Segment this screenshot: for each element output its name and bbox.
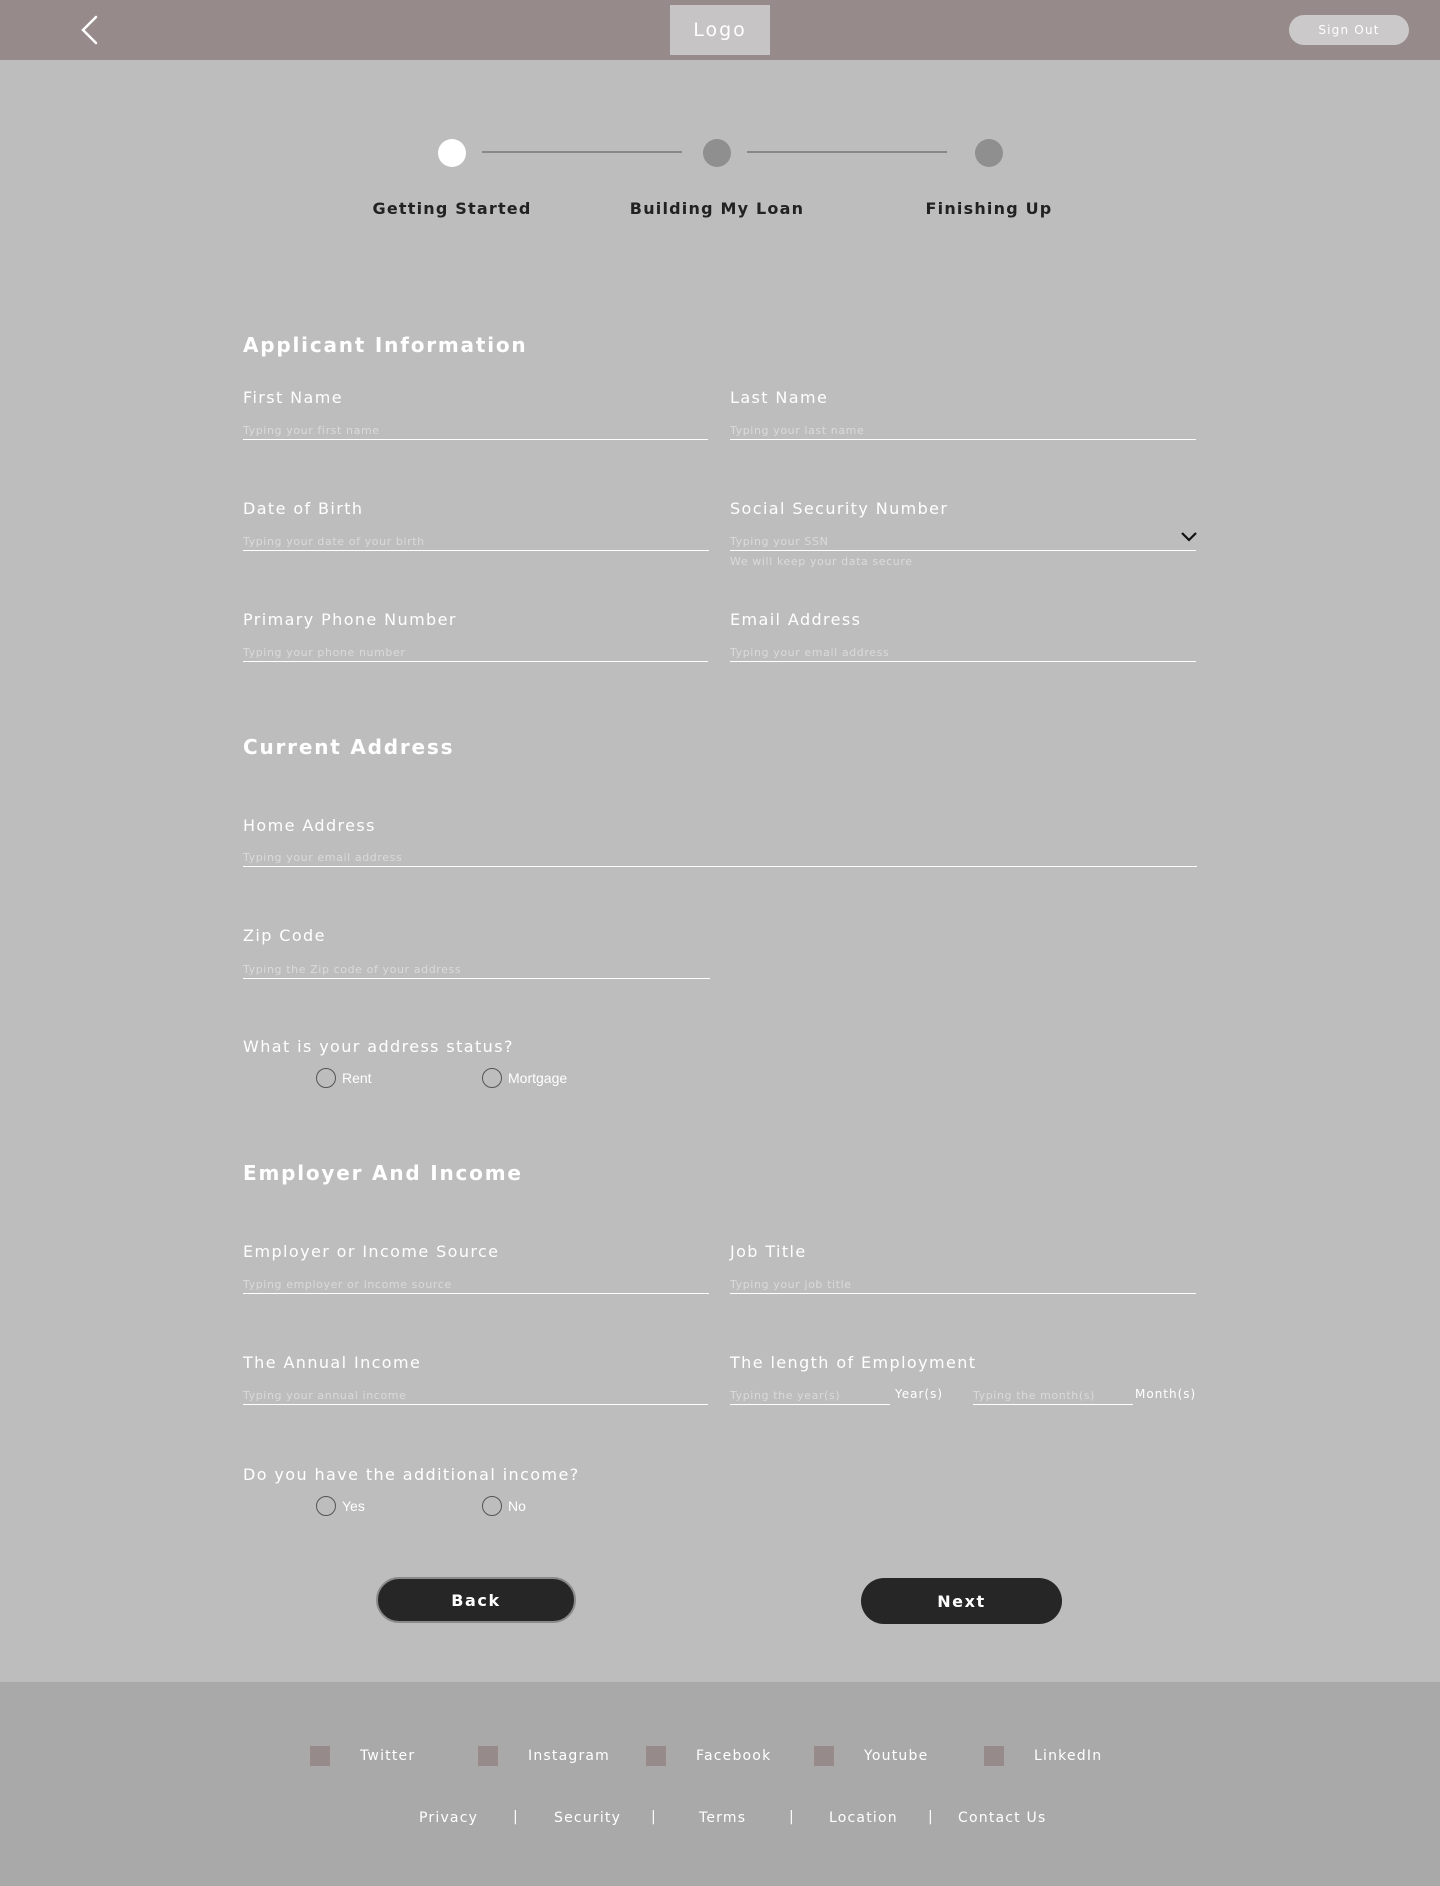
footer-link-contact[interactable]: Contact Us xyxy=(958,1810,1047,1826)
chevron-down-icon[interactable] xyxy=(1180,530,1198,544)
youtube-icon xyxy=(814,1746,834,1766)
step-connector-2 xyxy=(747,151,947,153)
radio-mortgage[interactable] xyxy=(482,1068,567,1088)
radio-yes[interactable] xyxy=(316,1496,365,1516)
social-instagram-label: Instagram xyxy=(528,1748,611,1764)
footer-link-terms[interactable]: Terms xyxy=(699,1810,747,1826)
social-youtube-label: Youtube xyxy=(864,1748,929,1764)
radio-yes-circle[interactable] xyxy=(316,1496,336,1516)
footer-link-privacy[interactable]: Privacy xyxy=(419,1810,479,1826)
dob-label: Date of Birth xyxy=(243,499,364,518)
logo: Logo xyxy=(670,5,770,55)
home-address-input[interactable] xyxy=(243,849,1197,867)
ssn-label: Social Security Number xyxy=(730,499,949,518)
annual-income-label: The Annual Income xyxy=(243,1353,422,1372)
phone-label: Primary Phone Number xyxy=(243,610,457,629)
zip-code-label: Zip Code xyxy=(243,926,326,945)
employment-months-input[interactable] xyxy=(973,1387,1133,1405)
radio-no[interactable] xyxy=(482,1496,526,1516)
job-title-label: Job Title xyxy=(730,1242,807,1261)
social-instagram[interactable] xyxy=(478,1746,610,1766)
back-button[interactable]: Back xyxy=(376,1577,576,1623)
phone-input[interactable] xyxy=(243,644,708,662)
sign-out-button[interactable]: Sign Out xyxy=(1289,15,1409,45)
social-twitter[interactable] xyxy=(310,1746,415,1766)
first-name-input[interactable] xyxy=(243,422,708,440)
step-2-indicator xyxy=(703,139,731,167)
last-name-label: Last Name xyxy=(730,388,829,407)
job-title-input[interactable] xyxy=(730,1276,1196,1294)
radio-no-circle[interactable] xyxy=(482,1496,502,1516)
step-3-label: Finishing Up xyxy=(925,199,1053,218)
additional-income-question: Do you have the additional income? xyxy=(243,1465,580,1484)
employer-input[interactable] xyxy=(243,1276,709,1294)
employment-length-label: The length of Employment xyxy=(730,1353,977,1372)
email-label: Email Address xyxy=(730,610,862,629)
employer-label: Employer or Income Source xyxy=(243,1242,500,1261)
step-connector-1 xyxy=(482,151,682,153)
radio-yes-label: Yes xyxy=(342,1498,365,1514)
zip-code-input[interactable] xyxy=(243,961,710,979)
address-status-question: What is your address status? xyxy=(243,1037,514,1056)
top-header xyxy=(0,0,1440,60)
footer-separator: | xyxy=(928,1809,933,1825)
social-facebook[interactable] xyxy=(646,1746,771,1766)
radio-no-label: No xyxy=(508,1498,526,1514)
social-linkedin[interactable] xyxy=(984,1746,1102,1766)
email-input[interactable] xyxy=(730,644,1196,662)
radio-rent-label: Rent xyxy=(342,1070,372,1086)
ssn-input[interactable] xyxy=(730,533,1196,551)
address-section-title: Current Address xyxy=(243,735,455,759)
dob-input[interactable] xyxy=(243,533,709,551)
years-unit-label: Year(s) xyxy=(895,1387,944,1401)
footer xyxy=(0,1682,1440,1886)
instagram-icon xyxy=(478,1746,498,1766)
linkedin-icon xyxy=(984,1746,1004,1766)
applicant-section-title: Applicant Information xyxy=(243,333,528,357)
footer-separator: | xyxy=(651,1809,656,1825)
first-name-label: First Name xyxy=(243,388,343,407)
back-arrow-icon[interactable] xyxy=(78,14,102,46)
next-button[interactable]: Next xyxy=(861,1578,1062,1624)
social-facebook-label: Facebook xyxy=(696,1748,772,1764)
twitter-icon xyxy=(310,1746,330,1766)
home-address-label: Home Address xyxy=(243,816,376,835)
social-twitter-label: Twitter xyxy=(360,1748,416,1764)
step-1-indicator xyxy=(438,139,466,167)
social-linkedin-label: LinkedIn xyxy=(1034,1748,1103,1764)
last-name-input[interactable] xyxy=(730,422,1196,440)
annual-income-input[interactable] xyxy=(243,1387,708,1405)
radio-rent-circle[interactable] xyxy=(316,1068,336,1088)
footer-link-location[interactable]: Location xyxy=(829,1810,898,1826)
social-youtube[interactable] xyxy=(814,1746,928,1766)
footer-separator: | xyxy=(513,1809,518,1825)
facebook-icon xyxy=(646,1746,666,1766)
step-2-label: Building My Loan xyxy=(629,199,805,218)
step-1-label: Getting Started xyxy=(372,199,532,218)
employment-years-input[interactable] xyxy=(730,1387,890,1405)
months-unit-label: Month(s) xyxy=(1135,1387,1197,1401)
step-3-indicator xyxy=(975,139,1003,167)
footer-separator: | xyxy=(789,1809,794,1825)
radio-mortgage-label: Mortgage xyxy=(508,1070,568,1086)
radio-rent[interactable] xyxy=(316,1068,372,1088)
radio-mortgage-circle[interactable] xyxy=(482,1068,502,1088)
ssn-hint: We will keep your data secure xyxy=(730,555,913,568)
footer-link-security[interactable]: Security xyxy=(554,1810,622,1826)
employment-section-title: Employer And Income xyxy=(243,1161,523,1185)
